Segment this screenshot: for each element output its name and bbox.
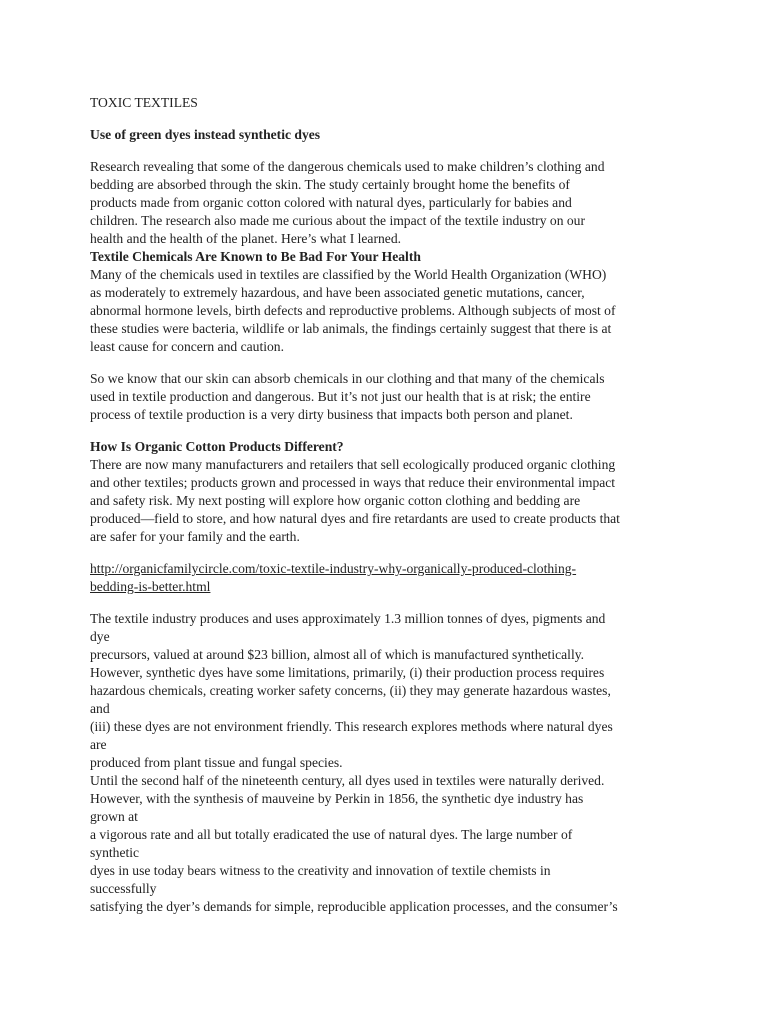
section-heading-health: Textile Chemicals Are Known to Be Bad For Your Health — [90, 249, 421, 264]
text-line: precursors, valued at around $23 billion, almost all of which is manufactured synthetically. — [90, 647, 585, 662]
source-link-line[interactable]: http://organicfamilycircle.com/toxic-textile-industry-why-organically-produced-clothing- — [90, 561, 577, 576]
text-line: So we know that our skin can absorb chemicals in our clothing and that many of the chemicals — [90, 371, 605, 386]
text-line: dyes in use today bears witness to the creativity and innovation of textile chemists in — [90, 863, 551, 878]
text-line: satisfying the dyer’s demands for simple, reproducible application processes, and the consumer’s — [90, 899, 618, 914]
text-line: hazardous chemicals, creating worker safety concerns, (ii) they may generate hazardous wastes, — [90, 683, 611, 698]
text-line: bedding are absorbed through the skin. The study certainly brought home the benefits of — [90, 177, 570, 192]
intro-paragraph — [90, 158, 690, 248]
text-line: health and the health of the planet. Here’s what I learned. — [90, 231, 402, 246]
text-line: There are now many manufacturers and retailers that sell ecologically produced organic clothing — [90, 457, 616, 472]
text-line: used in textile production and dangerous. But it’s not just our health that is at risk; the entire — [90, 389, 591, 404]
text-line: dye — [90, 629, 110, 644]
document-body — [90, 94, 690, 916]
section-heading-organic: How Is Organic Cotton Products Different? — [90, 439, 344, 454]
text-line: produced from plant tissue and fungal species. — [90, 755, 343, 770]
text-line: and safety risk. My next posting will explore how organic cotton clothing and bedding are — [90, 493, 581, 508]
text-line: Research revealing that some of the dangerous chemicals used to make children’s clothing and — [90, 159, 605, 174]
text-line: However, with the synthesis of mauveine by Perkin in 1856, the synthetic dye industry has — [90, 791, 584, 806]
organic-paragraph — [90, 456, 690, 546]
dye-industry-paragraph — [90, 610, 690, 916]
text-line: synthetic — [90, 845, 140, 860]
text-line: least cause for concern and caution. — [90, 339, 284, 354]
text-line: are safer for your family and the earth. — [90, 529, 300, 544]
text-line: and other textiles; products grown and processed in ways that reduce their environmental impact — [90, 475, 616, 490]
text-line: and — [90, 701, 110, 716]
skin-paragraph — [90, 370, 690, 424]
text-line: a vigorous rate and all but totally eradicated the use of natural dyes. The large number of — [90, 827, 573, 842]
text-line: produced—field to store, and how natural dyes and fire retardants are used to create products that — [90, 511, 620, 526]
text-line: abnormal hormone levels, birth defects and reproductive problems. Although subjects of most of — [90, 303, 616, 318]
text-line: Many of the chemicals used in textiles are classified by the World Health Organization (WHO) — [90, 267, 607, 282]
text-line: these studies were bacteria, wildlife or lab animals, the findings certainly suggest that there is at — [90, 321, 612, 336]
text-line: grown at — [90, 809, 138, 824]
text-line: (iii) these dyes are not environment friendly. This research explores methods where natural dyes — [90, 719, 613, 734]
document-subtitle: Use of green dyes instead synthetic dyes — [90, 127, 321, 142]
document-title: TOXIC TEXTILES — [90, 95, 198, 110]
health-paragraph — [90, 266, 690, 356]
text-line: products made from organic cotton colored with natural dyes, particularly for babies and — [90, 195, 572, 210]
text-line: The textile industry produces and uses approximately 1.3 million tonnes of dyes, pigments and — [90, 611, 606, 626]
source-link-line[interactable]: bedding-is-better.html — [90, 579, 211, 594]
text-line: successfully — [90, 881, 157, 896]
text-line: as moderately to extremely hazardous, and have been associated genetic mutations, cancer, — [90, 285, 585, 300]
text-line: children. The research also made me curious about the impact of the textile industry on our — [90, 213, 586, 228]
text-line: process of textile production is a very dirty business that impacts both person and planet. — [90, 407, 573, 422]
text-line: Until the second half of the nineteenth century, all dyes used in textiles were naturally derived. — [90, 773, 605, 788]
text-line: However, synthetic dyes have some limitations, primarily, (i) their production process requires — [90, 665, 605, 680]
text-line: are — [90, 737, 107, 752]
source-link[interactable] — [90, 560, 690, 596]
